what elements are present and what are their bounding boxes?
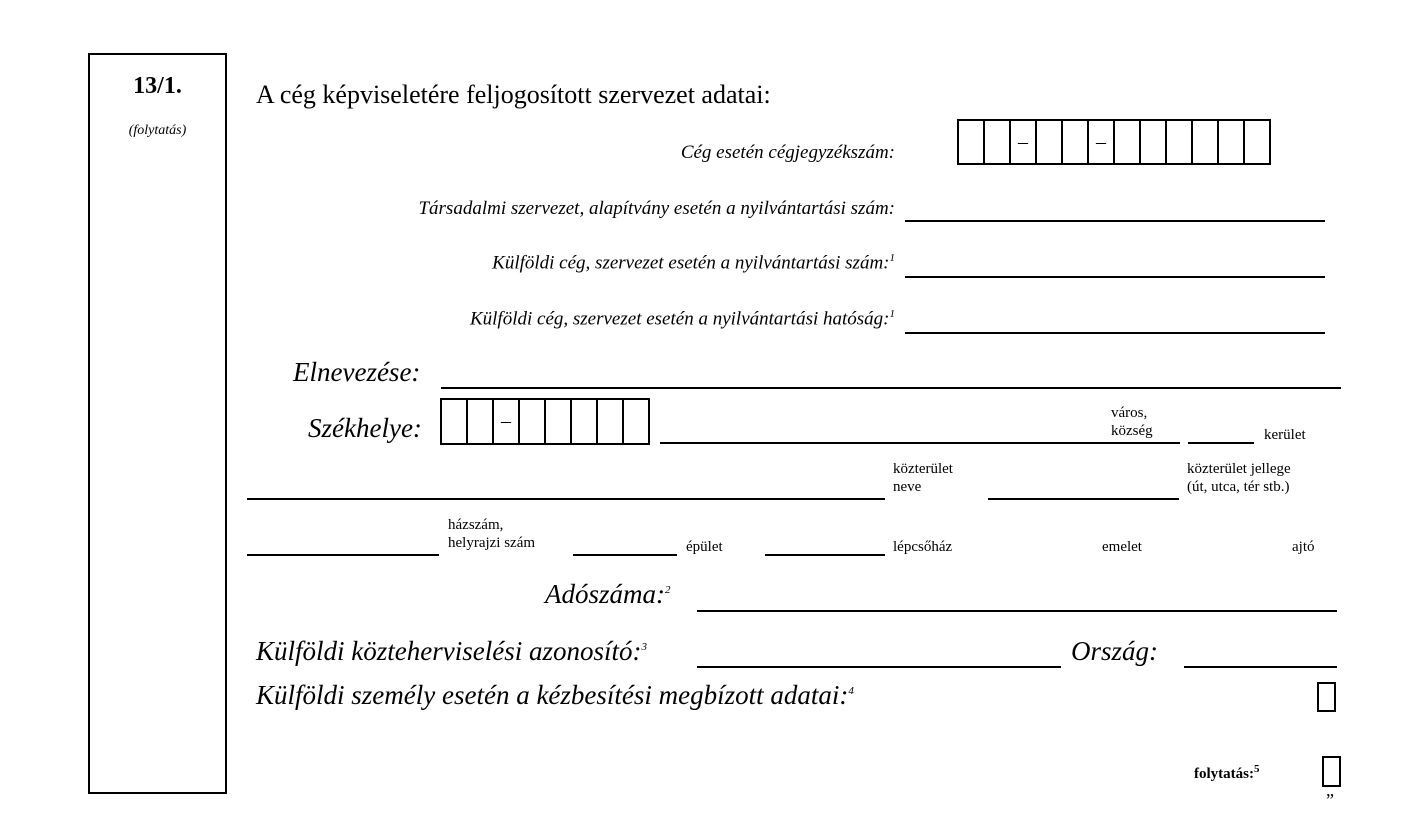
cegjegyzekszam-cell[interactable] [1193, 121, 1219, 163]
section-sidebar [88, 53, 227, 794]
iranyitoszam-input[interactable] [440, 398, 650, 445]
cegjegyzekszam-cell[interactable] [1219, 121, 1245, 163]
kozterulet-jellege-field[interactable] [988, 498, 1179, 500]
adoszama-label: Adószáma:$^2$ [545, 579, 671, 609]
ajto-label: ajtó [1292, 539, 1315, 555]
varos-label: város, község [1111, 405, 1153, 439]
kerulet-label: kerület [1264, 427, 1306, 443]
cegjegyzekszam-cell[interactable] [1037, 121, 1063, 163]
tarsadalmi-szam-field[interactable] [905, 220, 1325, 222]
iranyitoszam-cell[interactable] [468, 400, 494, 443]
hazszam-label: házszám, helyrajzi szám [448, 517, 536, 551]
hazszam-field[interactable] [247, 554, 439, 556]
closing-quote: ” [1326, 790, 1334, 810]
kozterulet-jellege-label: közterület jellege (út, utca, tér stb.) [1187, 461, 1291, 495]
section-continued-label: (folytatás) [128, 123, 187, 138]
lepcsohaz-field[interactable] [765, 554, 885, 556]
cegjegyzekszam-cell[interactable] [1141, 121, 1167, 163]
epulet-field[interactable] [573, 554, 677, 556]
kulfoldi-szam-field[interactable] [905, 276, 1325, 278]
kezbesitesi-checkbox[interactable] [1317, 682, 1336, 712]
lepcsohaz-label: lépcsőház [893, 539, 953, 555]
kozterulet-neve-label: közterület neve [893, 461, 953, 495]
kerulet-field[interactable] [1188, 442, 1254, 444]
iranyitoszam-cell[interactable] [442, 400, 468, 443]
orszag-field[interactable] [1184, 666, 1337, 668]
cegjegyzekszam-input[interactable] [957, 119, 1271, 165]
iranyitoszam-cell[interactable] [546, 400, 572, 443]
cegjegyzekszam-cell[interactable] [1063, 121, 1089, 163]
form-title: A cég képviseletére feljogosított szervezet adatai: [256, 80, 771, 109]
elnevezese-field[interactable] [441, 387, 1341, 389]
tarsadalmi-szam-label: Társadalmi szervezet, alapítvány esetén a nyilvántartási szám: [418, 198, 895, 219]
kozteher-azonosito-field[interactable] [697, 666, 1061, 668]
cegjegyzekszam-label: Cég esetén cégjegyzékszám: [680, 142, 895, 163]
adoszama-field[interactable] [697, 610, 1337, 612]
iranyitoszam-cell[interactable]: – [494, 400, 520, 443]
kezbesitesi-megbizott-label: Külföldi személy esetén a kézbesítési megbízott adatai:$^4$ [256, 680, 854, 710]
iranyitoszam-cell[interactable] [598, 400, 624, 443]
folytatas-label: folytatás:$^5$ [1194, 763, 1260, 782]
szekhelye-label: Székhelye: [308, 413, 422, 443]
kulfoldi-hatosag-label: Külföldi cég, szervezet esetén a nyilvántartási hatóság:$^1$ [469, 308, 895, 330]
kozteher-azonosito-label: Külföldi közteherviselési azonosító:$^3$ [256, 636, 647, 666]
emelet-label: emelet [1102, 539, 1142, 555]
kulfoldi-hatosag-field[interactable] [905, 332, 1325, 334]
orszag-label: Ország: [1071, 636, 1159, 666]
cegjegyzekszam-cell[interactable] [1245, 121, 1271, 163]
elnevezese-label: Elnevezése: [293, 357, 421, 387]
cegjegyzekszam-cell[interactable] [959, 121, 985, 163]
folytatas-checkbox[interactable] [1322, 756, 1341, 787]
kozterulet-neve-field[interactable] [247, 498, 885, 500]
kulfoldi-szam-label: Külföldi cég, szervezet esetén a nyilvántartási szám:$^1$ [492, 252, 895, 274]
cegjegyzekszam-cell[interactable]: – [1011, 121, 1037, 163]
cegjegyzekszam-cell[interactable]: – [1089, 121, 1115, 163]
iranyitoszam-cell[interactable] [520, 400, 546, 443]
varos-field[interactable] [660, 442, 1180, 444]
section-number: 13/1. [133, 73, 182, 99]
cegjegyzekszam-cell[interactable] [1115, 121, 1141, 163]
iranyitoszam-cell[interactable] [572, 400, 598, 443]
cegjegyzekszam-cell[interactable] [985, 121, 1011, 163]
epulet-label: épület [686, 539, 723, 555]
iranyitoszam-cell[interactable] [624, 400, 650, 443]
cegjegyzekszam-cell[interactable] [1167, 121, 1193, 163]
